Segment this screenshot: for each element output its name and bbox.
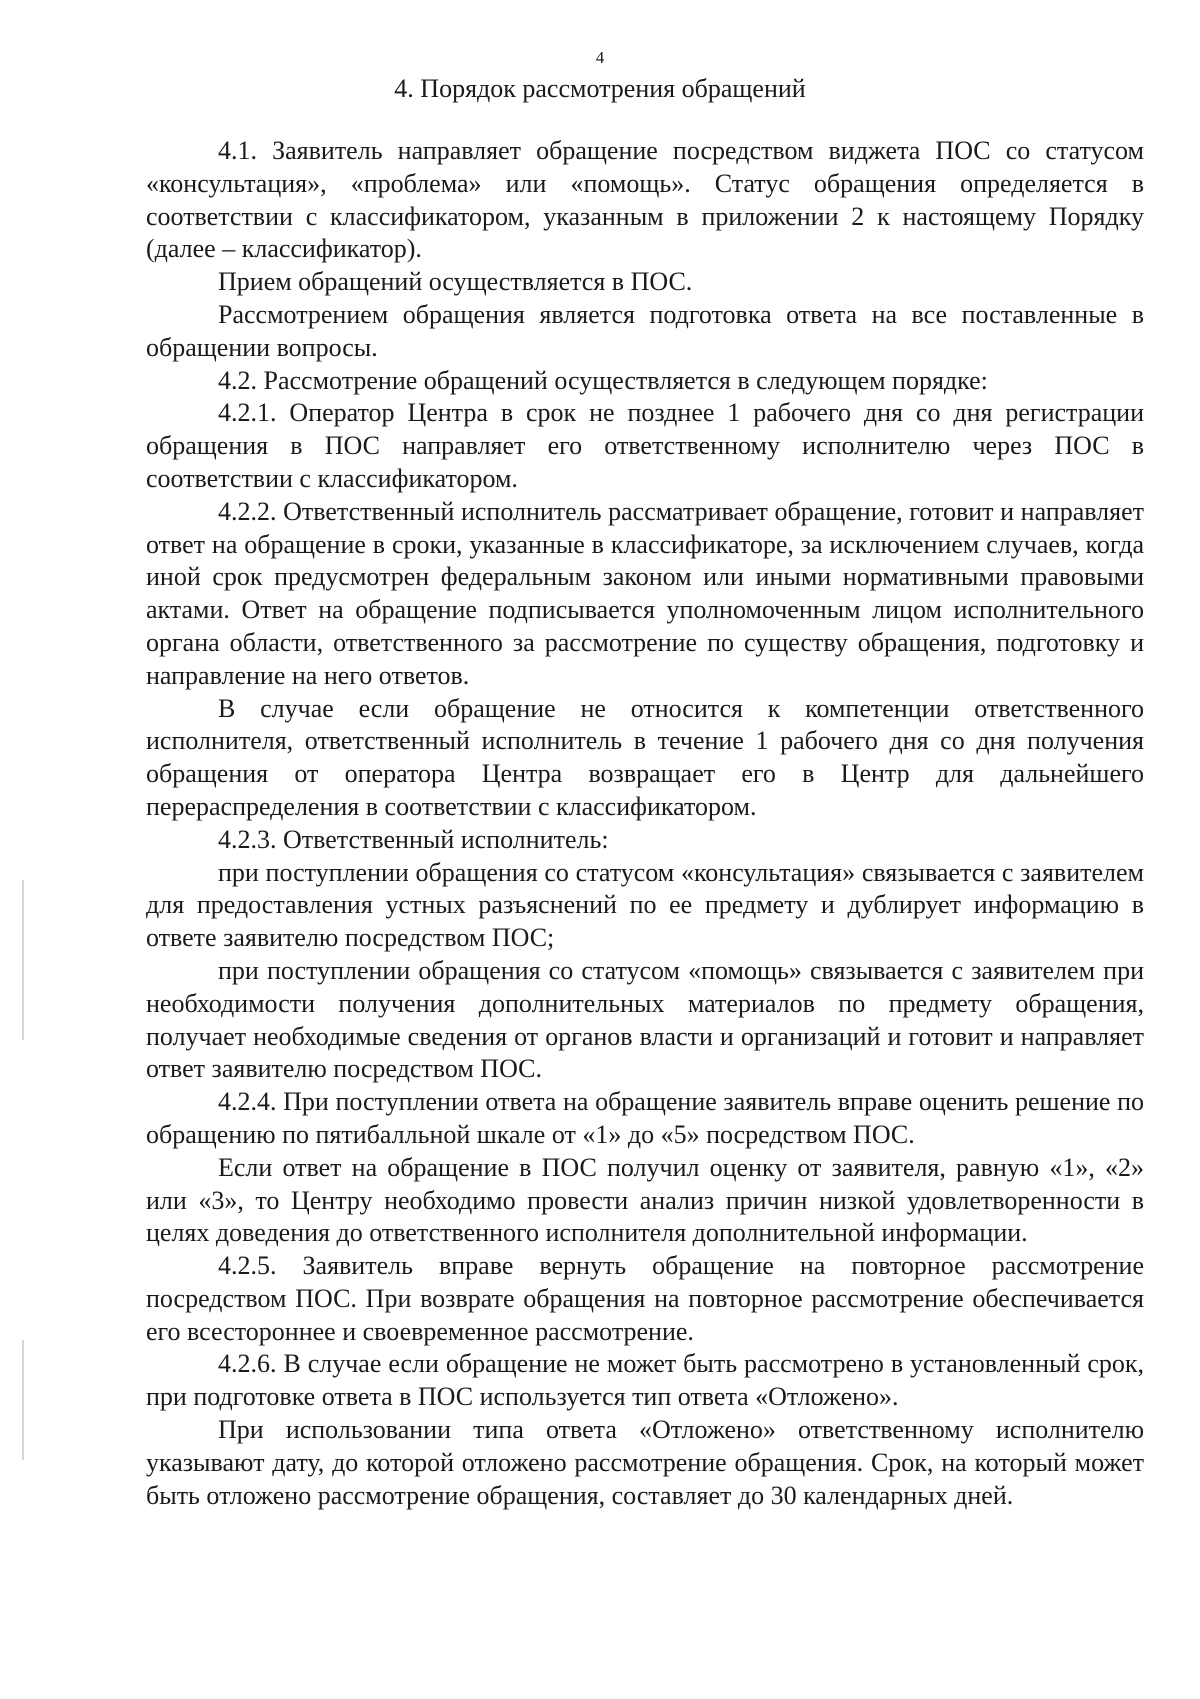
paragraph-4-2-2: 4.2.2. Ответственный исполнитель рассматривает обращение, готовит и направляет ответ на обращение в сроки, указанные в классификаторе, за исключением случаев, когда иной срок предусмотрен федеральным законом или иными нормативными правовыми актами. Ответ на обращение подписывается уполномоченным лицом исполнительного органа области, ответственного за рассмотрение по существу обращения, подготовку и направление на него ответов. [146,496,1144,690]
paragraph-4-2-4: 4.2.4. При поступлении ответа на обращение заявитель вправе оценить решение по обращению по пятибалльной шкале от «1» до «5» посредством ПОС. [146,1087,1144,1149]
paragraph: Рассмотрением обращения является подготовка ответа на все поставленные в обращении вопросы. [146,299,1144,362]
paragraph-4-2-6: 4.2.6. В случае если обращение не может быть рассмотрено в установленный срок, при подготовке ответа в ПОС используется тип ответа «Отложено». [146,1349,1144,1412]
paragraph: В случае если обращение не относится к компетенции ответственного исполнителя, ответственный исполнитель в течение 1 рабочего дня со дня получения обращения от оператора Центра возвращает его в Центр для дальнейшего перераспределения в соответствии с классификатором. [146,693,1144,821]
page-number: 4 [595,48,605,67]
paragraph: Прием обращений осуществляется в ПОС. [218,267,693,297]
paragraph-4-2-1: 4.2.1. Оператор Центра в срок не позднее 1 рабочего дня со дня регистрации обращения в ПОС направляет его ответственному исполнителю через ПОС в соответствии с классификатором. [146,398,1144,493]
paragraph-4-2-5: 4.2.5. Заявитель вправе вернуть обращение на повторное рассмотрение посредством ПОС. При возврате обращения на повторное рассмотрение обеспечивается его всестороннее и своевременное рассмотрение. [146,1251,1144,1346]
scan-edge-mark [22,880,24,1040]
paragraph: Если ответ на обращение в ПОС получил оценку от заявителя, равную «1», «2» или «3», то Центру необходимо провести анализ причин низкой удовлетворенности в целях доведения до ответственного исполнителя дополнительной информации. [146,1152,1144,1248]
paragraph-4-1: 4.1. Заявитель направляет обращение посредством виджета ПОС со статусом «консультация», «проблема» или «помощь». Статус обращения определяется в соответствии с классификатором, указанным в приложении 2 к настоящему Порядку (далее – классификатор). [146,136,1144,264]
section-body [146,135,1144,1512]
scan-edge-mark [22,1340,24,1460]
paragraph: при поступлении обращения со статусом «консультация» связывается с заявителем для предоставления устных разъяснений по ее предмету и дублирует информацию в ответе заявителю посредством ПОС; [146,857,1144,953]
paragraph-4-2-3: 4.2.3. Ответственный исполнитель: [218,824,609,854]
section-title: 4. Порядок рассмотрения обращений [394,74,806,103]
paragraph: При использовании типа ответа «Отложено» ответственному исполнителю указывают дату, до которой отложено рассмотрение обращения. Срок, на который может быть отложено рассмотрение обращения, составляет до 30 календарных дней. [146,1415,1144,1510]
paragraph-4-2: 4.2. Рассмотрение обращений осуществляется в следующем порядке: [218,365,988,395]
paragraph: при поступлении обращения со статусом «помощь» связывается с заявителем при необходимости получения дополнительных материалов по предмету обращения, получает необходимые сведения от органов власти и организаций и готовит и направляет ответ заявителю посредством ПОС. [146,955,1144,1084]
